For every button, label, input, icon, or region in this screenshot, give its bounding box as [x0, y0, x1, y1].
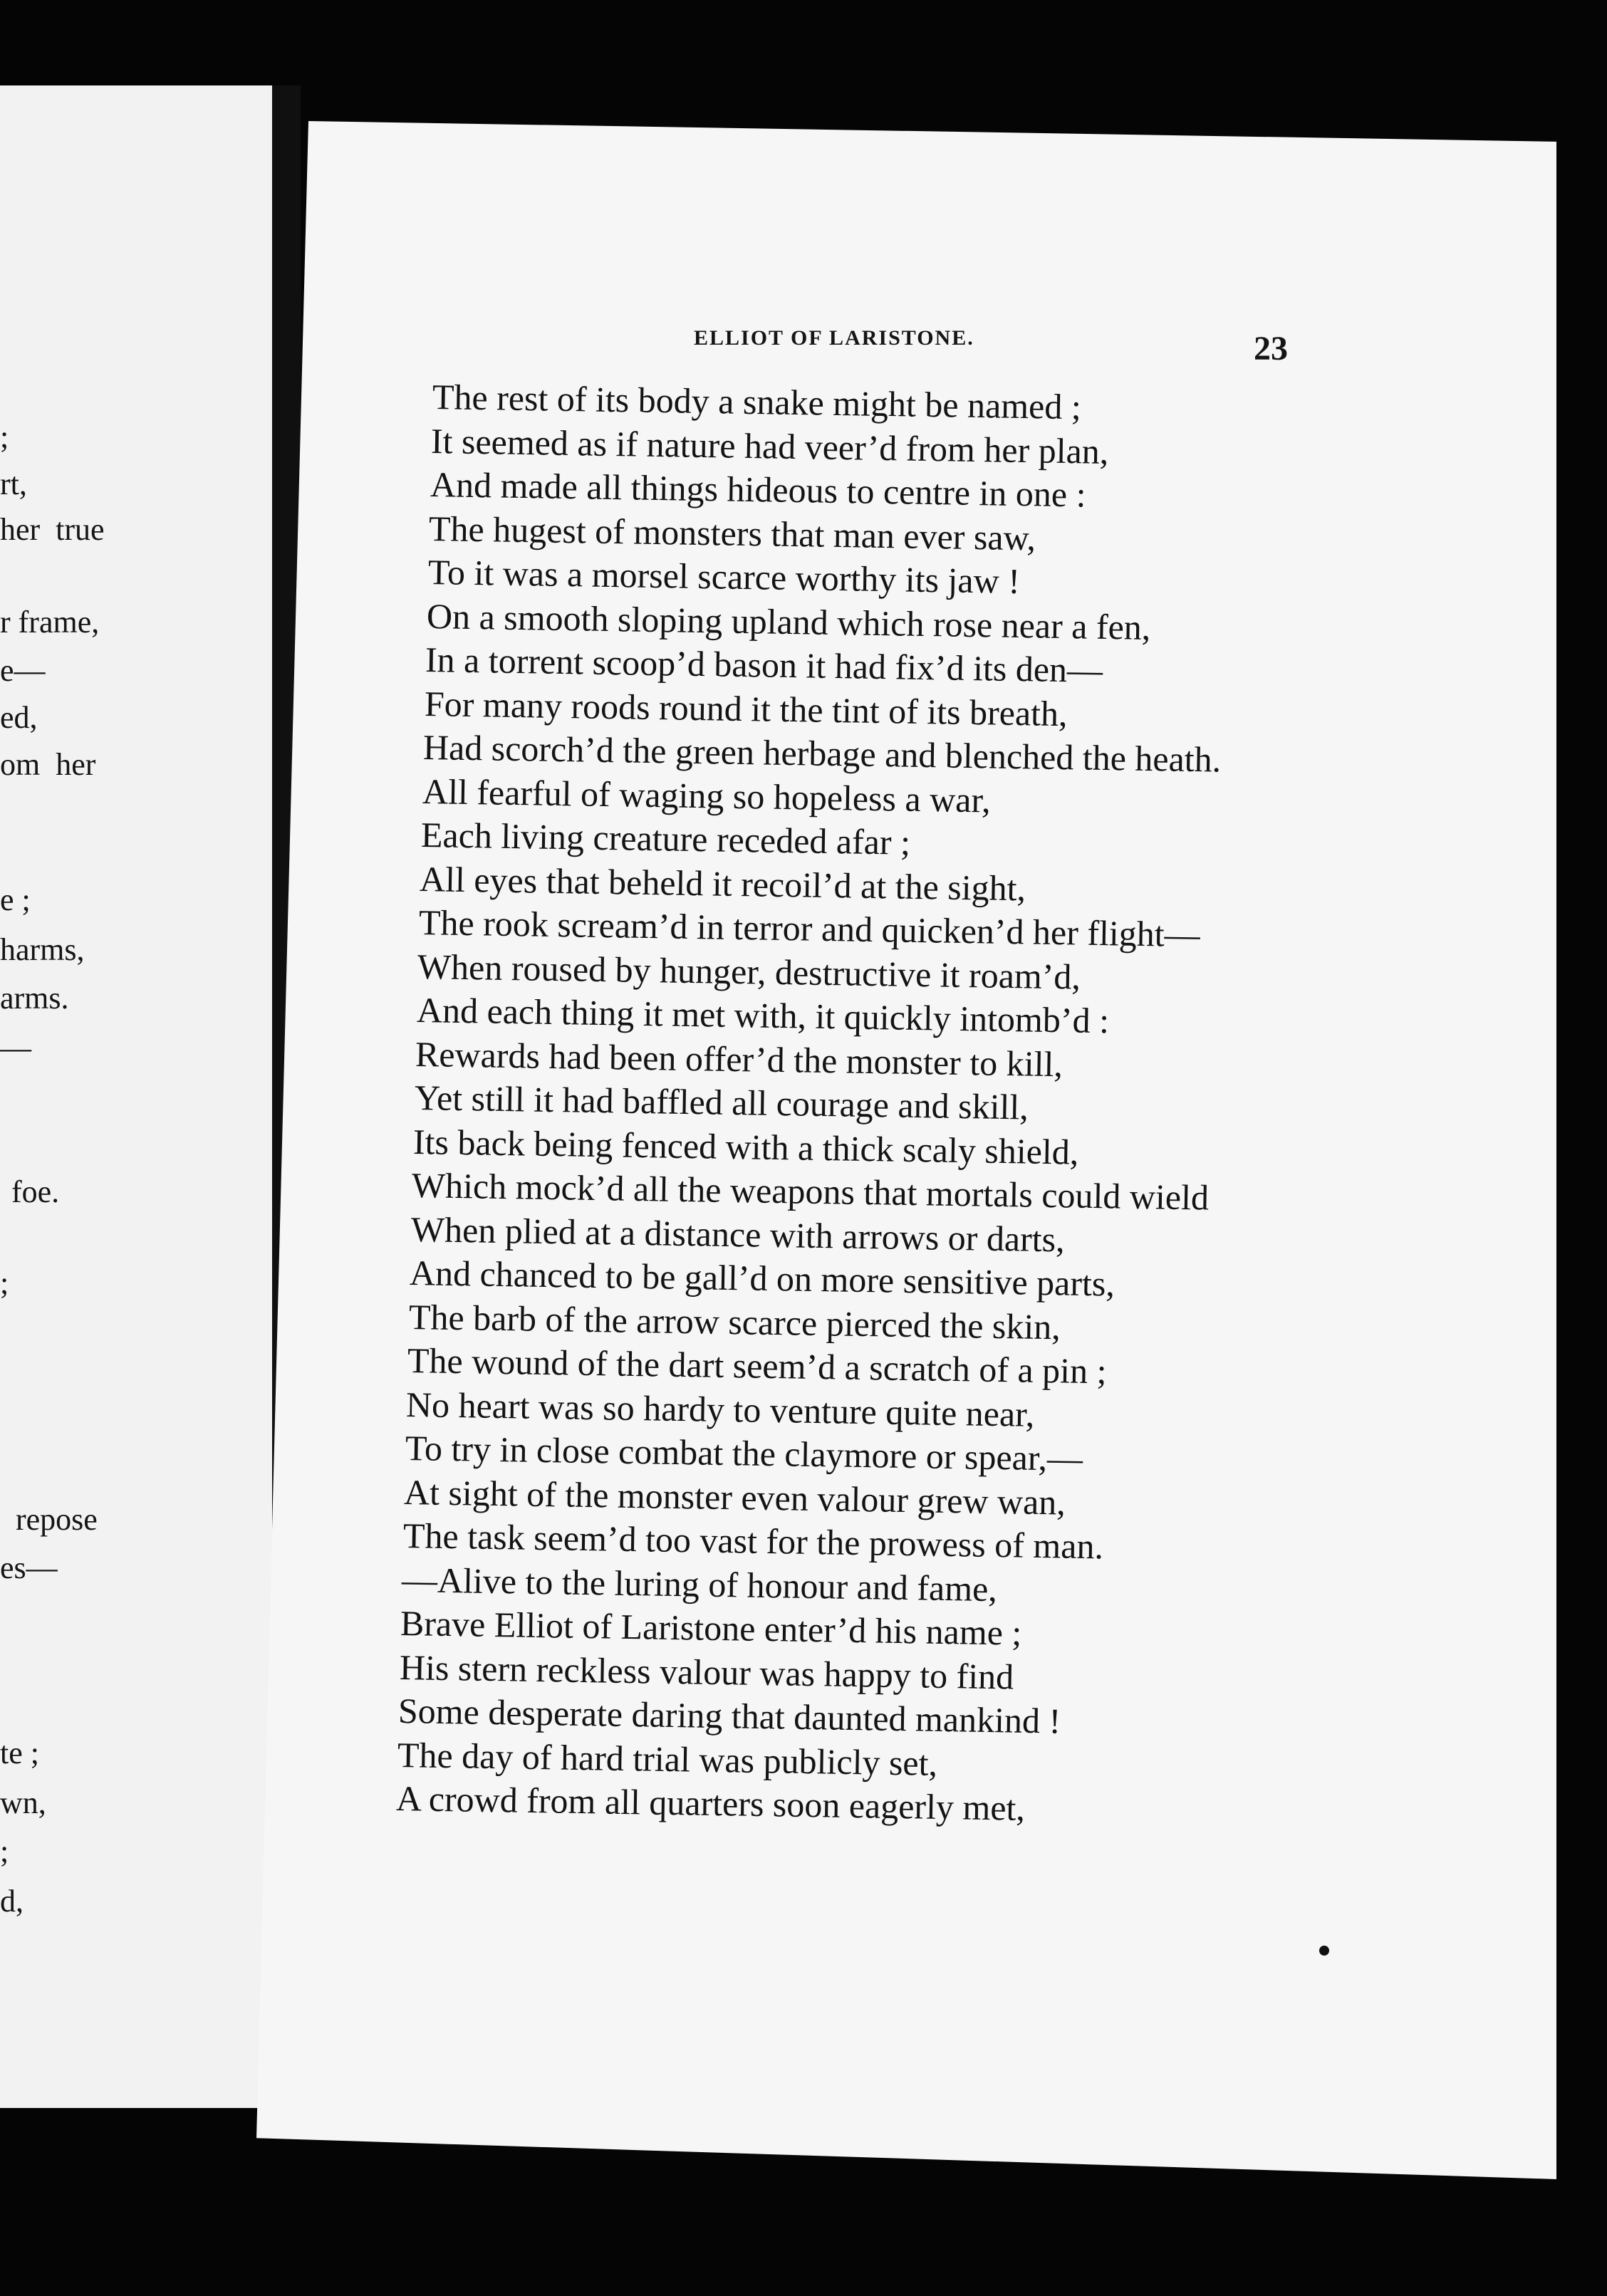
poem-line: The hugest of monsters that man ever saw, [428, 508, 1036, 558]
poem-line: Each living creature receded afar ; [420, 815, 911, 862]
poem-line: In a torrent scoop’d bason it had fix’d its den— [425, 640, 1103, 690]
poem-line: When roused by hunger, destructive it roam’d, [417, 946, 1081, 997]
poem-line: The barb of the arrow scarce pierced the skin, [408, 1296, 1061, 1347]
poem-line: A crowd from all quarters soon eagerly met, [395, 1778, 1026, 1828]
poem-line: Some desperate daring that daunted mankind ! [397, 1691, 1061, 1741]
poem-line: And chanced to be gall’d on more sensitive parts, [409, 1253, 1115, 1304]
left-page-fragment: ed, [0, 700, 38, 735]
page-number: 23 [1254, 330, 1288, 367]
poem-line: To it was a morsel scarce worthy its jaw ! [427, 552, 1020, 602]
poem-line: Yet still it had baffled all courage and skill, [414, 1077, 1029, 1127]
poem-line: And made all things hideous to centre in one : [430, 464, 1086, 515]
left-page-fragment: rt, [0, 466, 27, 501]
poem-line: Which mock’d all the weapons that mortals could wield [411, 1165, 1210, 1218]
poem-line: Its back being fenced with a thick scaly shield, [412, 1121, 1079, 1172]
poem-line: To try in close combat the claymore or spear,— [405, 1428, 1083, 1478]
left-page-fragment: om her [0, 747, 96, 782]
left-page-fragment: foe. [11, 1174, 60, 1209]
left-page-fragment: ; [0, 1266, 9, 1300]
poem-line: His stern reckless valour was happy to find [399, 1647, 1014, 1697]
poem-line: It seemed as if nature had veer’d from her plan, [430, 420, 1110, 471]
left-page-fragment: — [0, 1030, 31, 1065]
left-page-fragment: harms, [0, 932, 85, 967]
left-page-fragment: repose [16, 1502, 98, 1537]
poem-line: When plied at a distance with arrows or darts, [410, 1209, 1065, 1259]
poem-line: For many roods round it the tint of its breath, [424, 683, 1068, 734]
poem-line: All eyes that beheld it recoil’d at the sight, [420, 858, 1026, 908]
poem-line: —Alive to the luring of honour and fame, [401, 1559, 998, 1609]
poem-line: At sight of the monster even valour grew wan, [403, 1471, 1066, 1523]
poem-line: The rest of its body a snake might be named ; [432, 377, 1082, 427]
poem-line: On a smooth sloping upland which rose near a fen, [426, 595, 1151, 647]
left-page-fragment: ; [0, 1834, 9, 1869]
left-page-fragment: e— [0, 653, 46, 688]
poem-line: The task seem’d too vast for the prowess of man. [402, 1515, 1103, 1567]
poem-line: Brave Elliot of Laristone enter’d his name ; [400, 1603, 1023, 1653]
left-page-fragment: her true [0, 512, 105, 547]
poem-line: The day of hard trial was publicly set, [397, 1734, 938, 1783]
poem-line: Had scorch’d the green herbage and blenched the heath. [422, 727, 1222, 780]
poem-line: Rewards had been offer’d the monster to kill, [415, 1033, 1063, 1084]
running-head: ELLIOT OF LARISTONE. [694, 326, 974, 350]
left-page-fragment: te ; [0, 1736, 39, 1770]
poem-line: No heart was so hardy to venture quite near, [405, 1384, 1036, 1434]
poem-line: The wound of the dart seem’d a scratch of a pin ; [407, 1340, 1107, 1392]
left-page-fragment: es— [0, 1550, 58, 1585]
left-page-fragment: e ; [0, 882, 31, 917]
left-page-fragment: ; [0, 419, 9, 454]
left-page-fragment: wn, [0, 1785, 46, 1820]
left-page-fragment: r frame, [0, 605, 100, 640]
poem-line: The rook scream’d in terror and quicken’d her flight— [418, 902, 1201, 955]
poem-line: And each thing it met with, it quickly intomb’d : [416, 990, 1110, 1041]
left-page-fragment: arms. [0, 981, 69, 1016]
poem-line: All fearful of waging so hopeless a war, [422, 771, 991, 820]
ink-dot [1319, 1946, 1329, 1956]
left-page-fragment: d, [0, 1884, 24, 1919]
